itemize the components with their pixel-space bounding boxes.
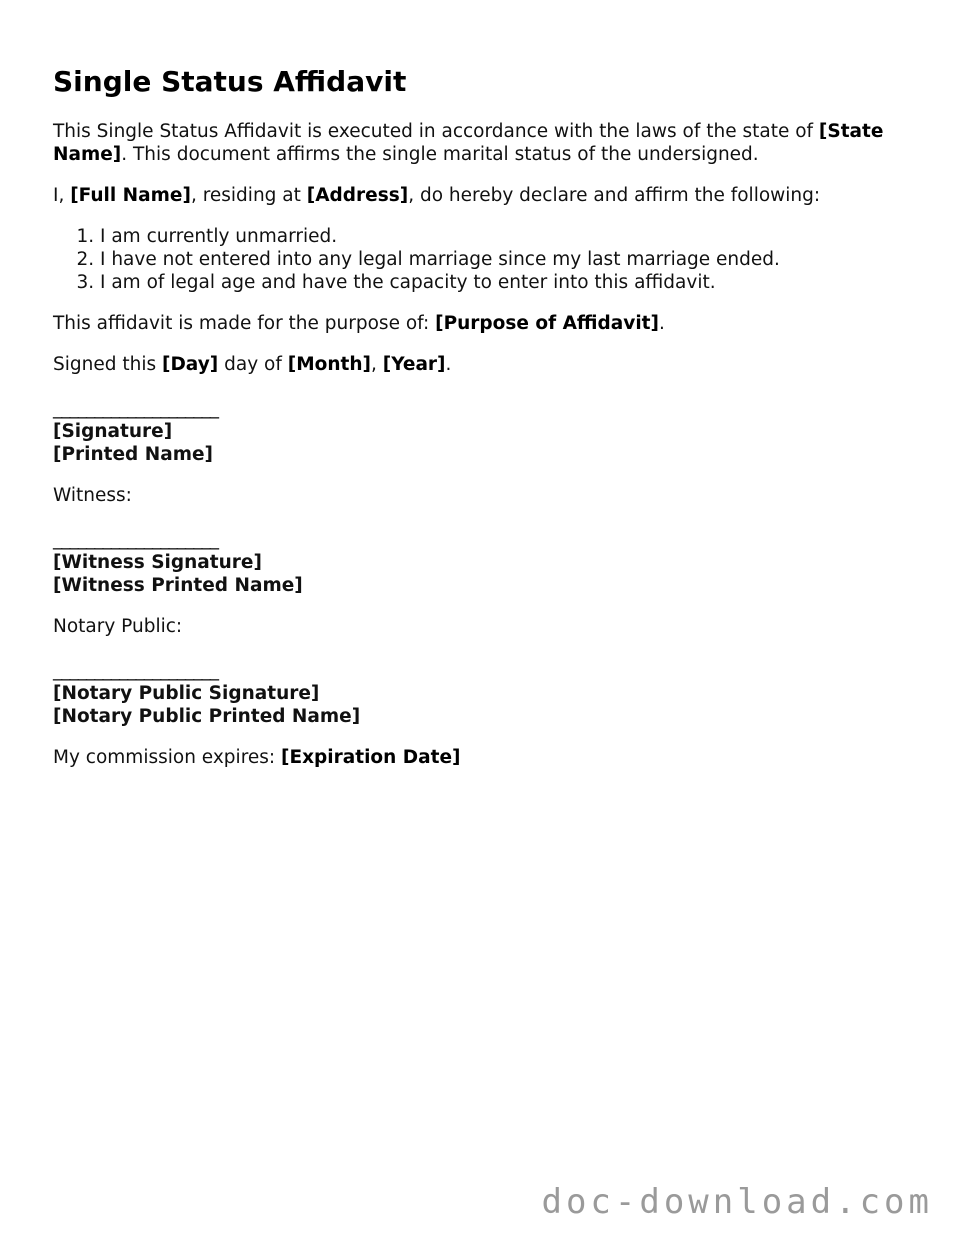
notary-signature-block xyxy=(53,656,913,728)
commission-paragraph xyxy=(53,746,913,769)
year-placeholder: [Year] xyxy=(382,354,446,375)
statement-item: 2. I have not entered into any legal marriage since my last marriage ended. xyxy=(100,248,913,271)
signed-text-3: , xyxy=(370,354,383,375)
intro-text-2: . This document affirms the single marital status of the undersigned. xyxy=(121,144,759,165)
witness-signature-placeholder: [Witness Signature] xyxy=(53,552,262,573)
full-name-placeholder: [Full Name] xyxy=(70,185,191,206)
state-placeholder: [State Name] xyxy=(53,121,884,165)
address-placeholder: [Address] xyxy=(306,185,409,206)
signature-line: ____________________ xyxy=(53,529,218,550)
intro-paragraph xyxy=(53,120,913,166)
declaration-paragraph xyxy=(53,184,913,207)
signature-line: ____________________ xyxy=(53,660,218,681)
purpose-text-1: This affidavit is made for the purpose of: xyxy=(53,313,436,334)
expiration-date-placeholder: [Expiration Date] xyxy=(281,747,461,768)
declaration-text-1: I, xyxy=(53,185,71,206)
statement-list xyxy=(53,225,913,294)
intro-text-1: This Single Status Affidavit is executed in accordance with the laws of the state of xyxy=(53,121,819,142)
month-placeholder: [Month] xyxy=(287,354,371,375)
purpose-text-2: . xyxy=(658,313,665,334)
purpose-paragraph xyxy=(53,312,913,335)
notary-printed-name-placeholder: [Notary Public Printed Name] xyxy=(53,706,361,727)
declaration-text-2: , residing at xyxy=(190,185,307,206)
witness-label: Witness: xyxy=(53,485,132,506)
document-title: Single Status Affidavit xyxy=(53,65,407,98)
statement-item: 3. I am of legal age and have the capacity to enter into this affidavit. xyxy=(100,271,913,294)
signature-placeholder: [Signature] xyxy=(53,421,173,442)
witness-signature-block xyxy=(53,525,913,597)
day-placeholder: [Day] xyxy=(162,354,219,375)
notary-signature-placeholder: [Notary Public Signature] xyxy=(53,683,320,704)
signature-line: ____________________ xyxy=(53,398,218,419)
witness-printed-name-placeholder: [Witness Printed Name] xyxy=(53,575,303,596)
printed-name-placeholder: [Printed Name] xyxy=(53,444,213,465)
signed-paragraph xyxy=(53,353,913,376)
signed-text-2: day of xyxy=(218,354,288,375)
signed-text-4: . xyxy=(445,354,452,375)
document-page xyxy=(53,62,913,787)
purpose-placeholder: [Purpose of Affidavit] xyxy=(435,313,659,334)
notary-label: Notary Public: xyxy=(53,616,183,637)
watermark-text: doc-download.com xyxy=(541,1182,933,1222)
signer-signature-block xyxy=(53,394,913,466)
commission-text: My commission expires: xyxy=(53,747,282,768)
signed-text-1: Signed this xyxy=(53,354,162,375)
statement-item: 1. I am currently unmarried. xyxy=(100,225,913,248)
declaration-text-3: , do hereby declare and affirm the following: xyxy=(408,185,821,206)
